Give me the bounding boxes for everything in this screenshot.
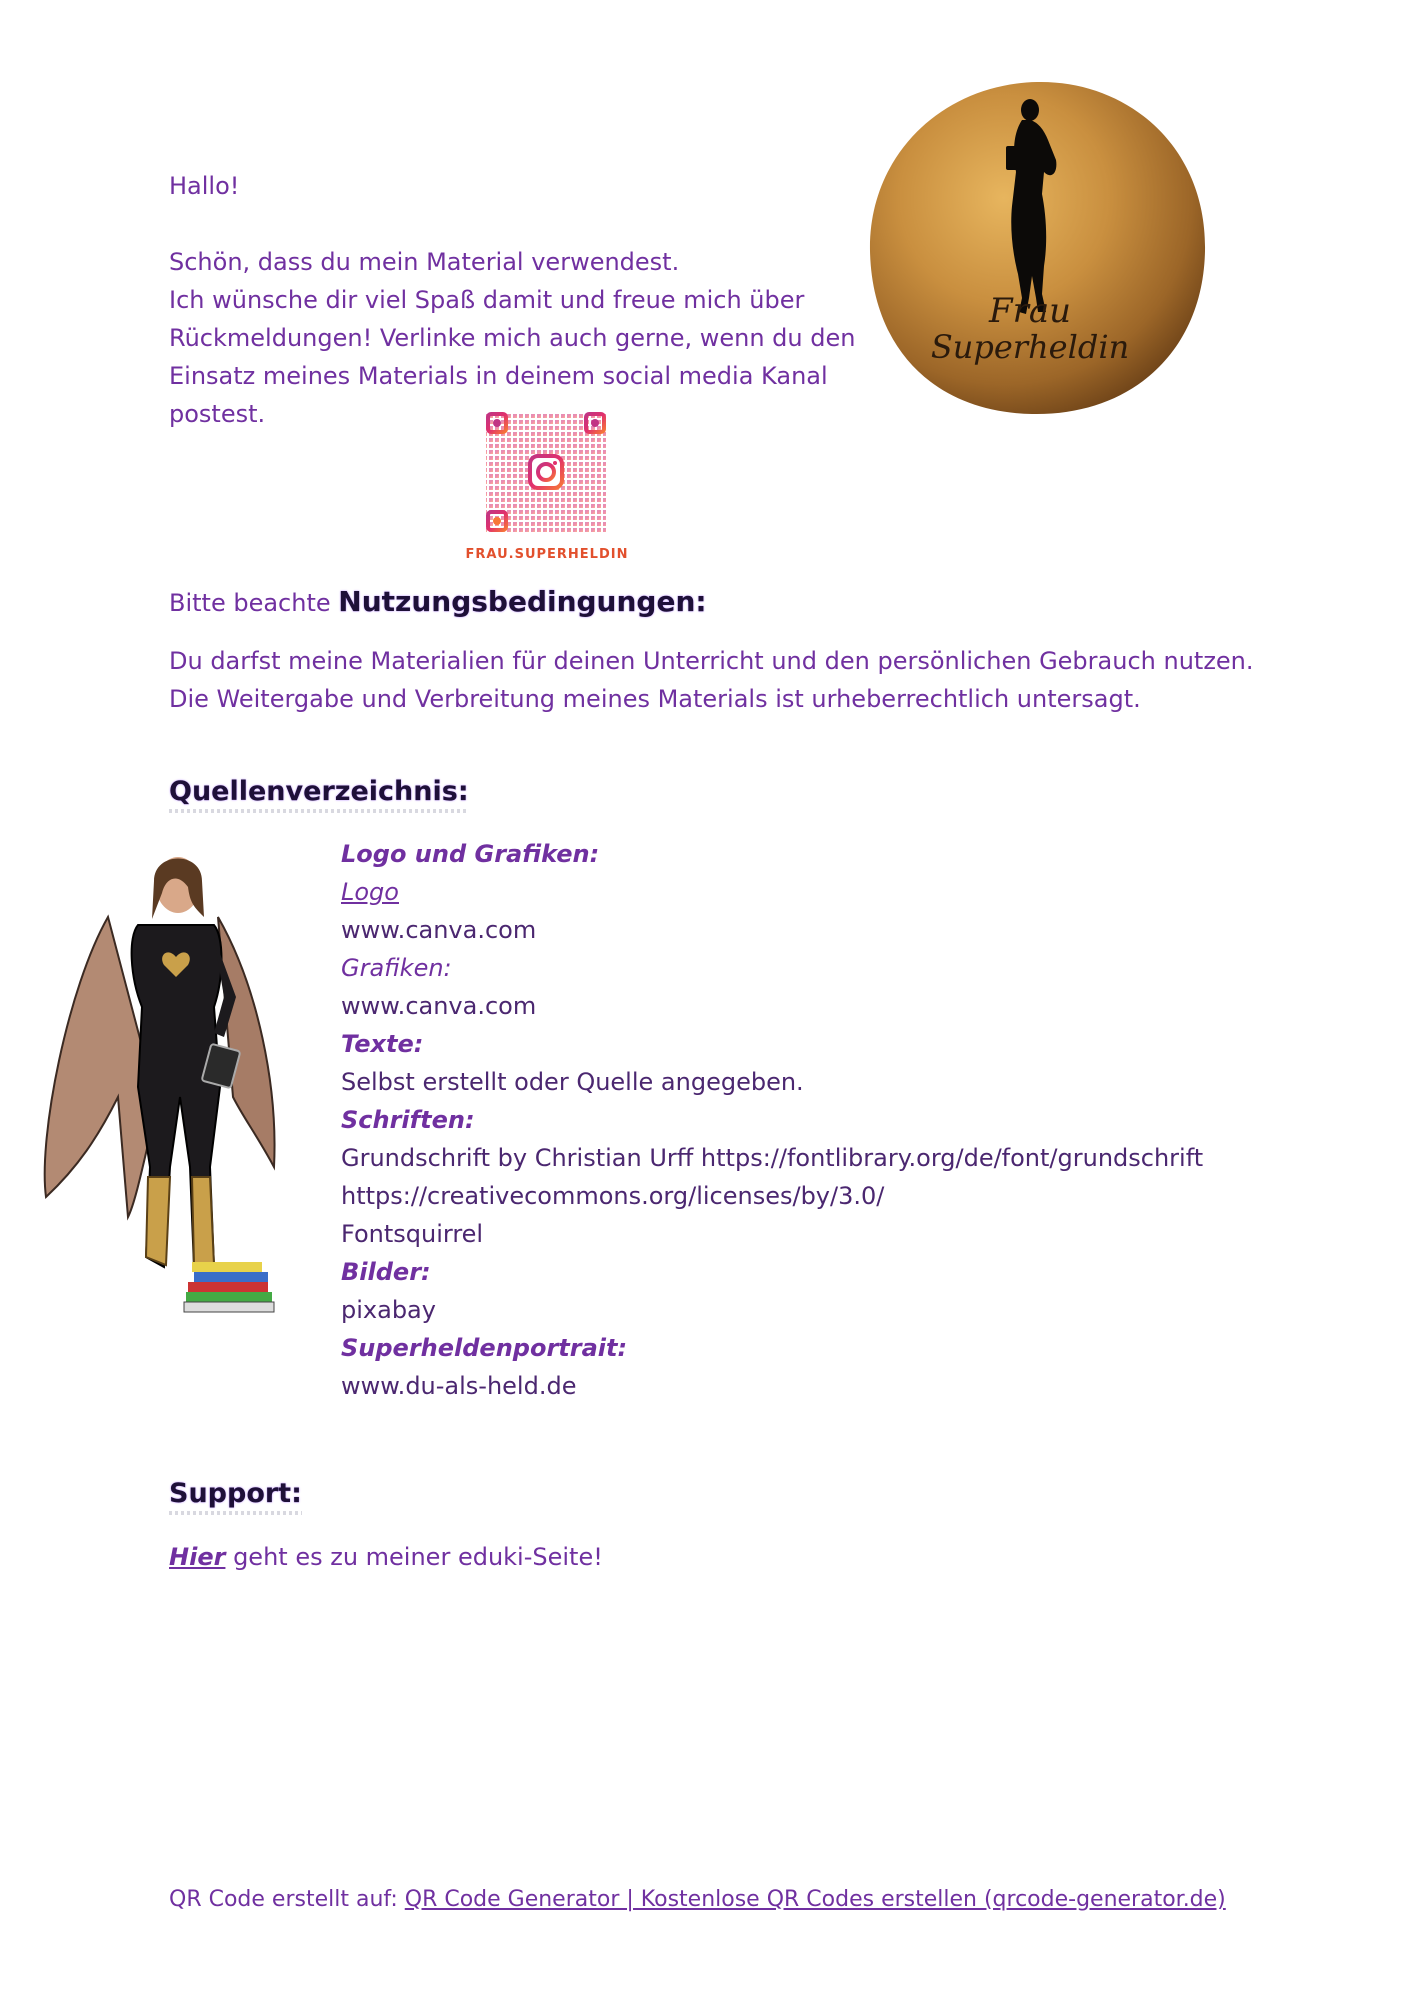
graphics-label: Grafiken: bbox=[341, 954, 452, 982]
support-heading-text: Support: bbox=[169, 1478, 302, 1509]
terms-heading: Nutzungsbedingungen: bbox=[338, 585, 707, 618]
frau-superheldin-logo bbox=[862, 76, 1212, 421]
superhero-portrait-illustration bbox=[38, 837, 318, 1327]
heading-shadow bbox=[169, 809, 469, 813]
fonts-source-3: Fontsquirrel bbox=[341, 1220, 484, 1248]
texts-source: Selbst erstellt oder Quelle angegeben. bbox=[341, 1068, 804, 1096]
support-text: geht es zu meiner eduki-Seite! bbox=[225, 1543, 603, 1571]
images-source: pixabay bbox=[341, 1296, 436, 1324]
qr-generator-link[interactable]: QR Code Generator | Kostenlose QR Codes erstellen (qrcode-generator.de) bbox=[404, 1887, 1226, 1912]
logo-source: www.canva.com bbox=[341, 916, 537, 944]
images-label: Bilder: bbox=[341, 1258, 431, 1286]
fonts-label: Schriften: bbox=[341, 1106, 475, 1134]
instagram-qr-code bbox=[447, 408, 647, 578]
terms-body bbox=[169, 642, 1319, 718]
fonts-source-2: https://creativecommons.org/licenses/by/3.0/ bbox=[341, 1182, 885, 1210]
heading-shadow bbox=[169, 1511, 302, 1515]
logo-word-superheldin: Superheldin bbox=[930, 328, 1130, 366]
footer-prefix: QR Code erstellt auf: bbox=[169, 1887, 405, 1912]
portrait-label: Superheldenportrait: bbox=[341, 1334, 628, 1362]
logo-graphics-label: Logo und Grafiken: bbox=[341, 840, 600, 868]
greeting: Hallo! bbox=[169, 172, 240, 200]
sources-heading bbox=[169, 776, 469, 813]
intro-line-1: Schön, dass du mein Material verwendest. bbox=[169, 248, 680, 276]
sources-heading-text: Quellenverzeichnis: bbox=[169, 776, 469, 807]
terms-prefix: Bitte beachte bbox=[169, 589, 331, 617]
logo-word-frau: Frau bbox=[988, 291, 1072, 331]
eduki-link[interactable]: Hier bbox=[169, 1543, 226, 1571]
qr-code-graphic bbox=[447, 408, 647, 578]
logo-link[interactable]: Logo bbox=[341, 878, 399, 906]
sources-list bbox=[341, 835, 1381, 1405]
texts-label: Texte: bbox=[341, 1030, 424, 1058]
intro-line-3: Rückmeldungen! Verlinke mich auch gerne, wenn du den bbox=[169, 324, 856, 352]
terms-line-1: Du darfst meine Materialien für deinen Unterricht und den persönlichen Gebrauch nutzen. bbox=[169, 647, 1254, 675]
fonts-source-1: Grundschrift by Christian Urff https://fontlibrary.org/de/font/grundschrift bbox=[341, 1144, 1204, 1172]
intro-text bbox=[169, 167, 929, 433]
terms-intro bbox=[169, 583, 707, 622]
terms-line-2: Die Weitergabe und Verbreitung meines Materials ist urheberrechtlich untersagt. bbox=[169, 685, 1141, 713]
qr-caption: FRAU.SUPERHELDIN bbox=[465, 547, 629, 562]
footer-qr-credit bbox=[169, 1883, 1226, 1917]
portrait-source: www.du-als-held.de bbox=[341, 1372, 577, 1400]
graphics-source: www.canva.com bbox=[341, 992, 537, 1020]
support-heading bbox=[169, 1478, 302, 1515]
support-body bbox=[169, 1538, 603, 1576]
intro-line-4: Einsatz meines Materials in deinem social media Kanal postest. bbox=[169, 362, 828, 428]
intro-line-2: Ich wünsche dir viel Spaß damit und freue mich über bbox=[169, 286, 805, 314]
